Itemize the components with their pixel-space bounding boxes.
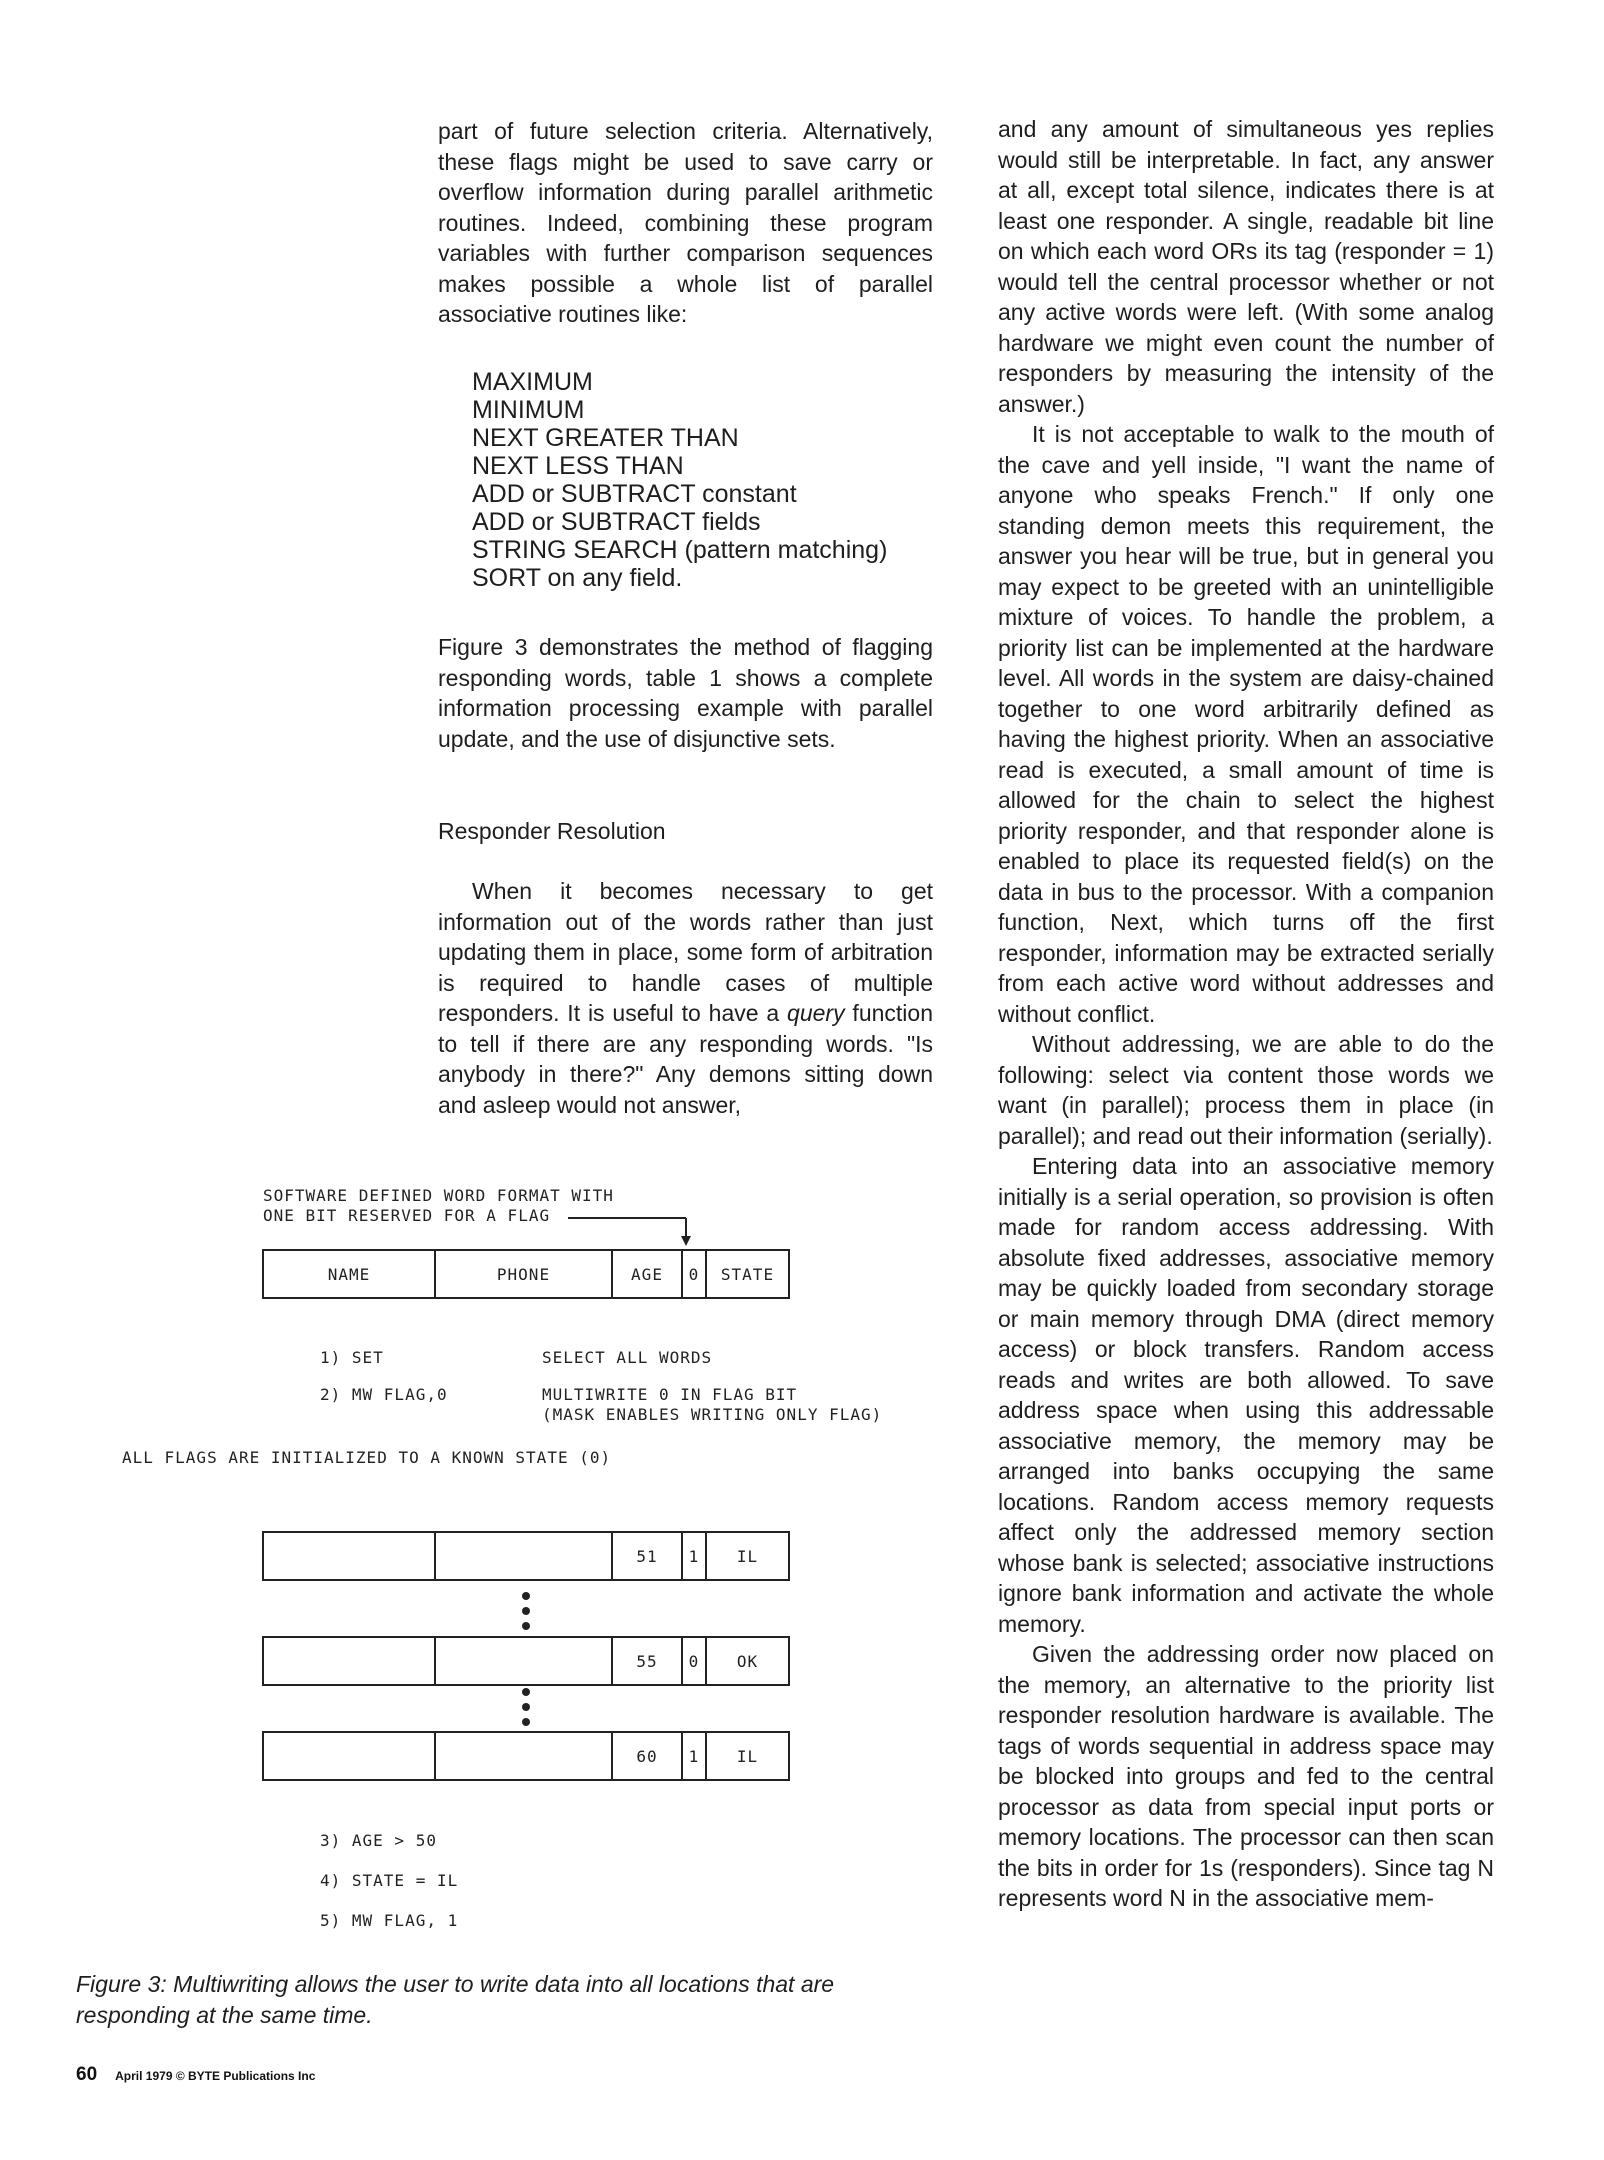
right-column xyxy=(998,114,1494,1914)
intro-paragraph xyxy=(438,116,933,330)
memory-word-row xyxy=(262,1531,790,1581)
step2-command: 2) MW FLAG,0 xyxy=(320,1385,448,1404)
right-paragraph: Given the addressing order now placed on the memory, an alternative to the priority list responder resolution hardware is available. The tags of words sequential in address space may be blocked into groups and fed to the central processor as data from special input ports or memory locations. The processor can then scan the bits in order for 1s (responders). Since tag N represents word N in the associative mem- xyxy=(998,1641,1494,1911)
section-heading: Responder Resolution xyxy=(438,818,666,844)
field-age: AGE xyxy=(613,1251,683,1297)
empty-cell xyxy=(264,1638,436,1684)
routine-item: STRING SEARCH (pattern matching) xyxy=(472,536,888,564)
step5: 5) MW FLAG, 1 xyxy=(320,1911,459,1930)
page-number: 60 xyxy=(76,2064,98,2085)
publication-line: April 1979 © BYTE Publications Inc xyxy=(115,2069,316,2083)
responder-paragraph xyxy=(438,876,933,1120)
flag-pointer-arrow xyxy=(560,1210,700,1250)
figure-caption: Figure 3: Multiwriting allows the user to write data into all locations that are responding at the same time. xyxy=(76,1971,835,2028)
flag-value: 1 xyxy=(683,1533,707,1579)
init-note: ALL FLAGS ARE INITIALIZED TO A KNOWN STATE (0) xyxy=(122,1448,612,1467)
format-label-line1: SOFTWARE DEFINED WORD FORMAT WITH xyxy=(263,1186,614,1205)
memory-word-row xyxy=(262,1731,790,1781)
routine-item: NEXT GREATER THAN xyxy=(472,424,739,452)
field-phone: PHONE xyxy=(436,1251,613,1297)
format-label-line2: ONE BIT RESERVED FOR A FLAG xyxy=(263,1206,551,1225)
empty-cell xyxy=(436,1638,613,1684)
step1-command: 1) SET xyxy=(320,1348,384,1367)
step2-description-2: (MASK ENABLES WRITING ONLY FLAG) xyxy=(542,1405,883,1424)
step3: 3) AGE > 50 xyxy=(320,1831,437,1850)
flag-value: 1 xyxy=(683,1733,707,1779)
routine-item: NEXT LESS THAN xyxy=(472,452,684,480)
responder-text-b: function to tell if there are any responding words. "Is anybody in there?" Any demons sitting down and asleep would not answer, xyxy=(438,1000,933,1118)
word-format-box xyxy=(262,1249,790,1299)
routine-list xyxy=(472,368,932,592)
state-value: IL xyxy=(736,1746,759,1766)
step2-description-1: MULTIWRITE 0 IN FLAG BIT xyxy=(542,1385,798,1404)
right-paragraph: It is not acceptable to walk to the mouth of the cave and yell inside, "I want the name of anyone who speaks French." If only one standing demon meets this requirement, the answer you hear will be true, but in general you may expect to be greeted with an unintelligible mixture of voices. To handle the problem, a priority list can be implemented at the hardware level. All words in the system are daisy-chained together to one word arbitrarily defined as having the highest priority. When an associative read is executed, a small amount of time is allowed for the chain to select the highest priority responder, and that responder alone is enabled to place its requested field(s) on the data in bus to the processor. With a companion function, Next, which turns off the first responder, information may be extracted serially from each active word without addresses and without conflict. xyxy=(998,421,1494,1027)
right-paragraph: Entering data into an associative memory initially is a serial operation, so provision is often made for random access addressing. With absolute fixed addresses, associative memory may be quickly loaded from secondary storage or main memory through DMA (direct memory access) or block transfers. Random access reads and writes are both allowed. To save address space when using this addressable associative memory, the memory may be arranged into banks occupying the same locations. Random access memory requests affect only the addressed memory section whose bank is selected; associative instructions ignore bank information and activate the whole memory. xyxy=(998,1153,1494,1637)
age-value: 60 xyxy=(613,1733,683,1779)
routine-item: ADD or SUBTRACT constant xyxy=(472,480,797,508)
routine-item: SORT on any field. xyxy=(472,564,683,592)
state-value: IL xyxy=(736,1546,759,1566)
routine-item: MAXIMUM xyxy=(472,368,593,396)
right-paragraph: and any amount of simultaneous yes replies would still be interpretable. In fact, any answer at all, except total silence, indicates there is at least one responder. A single, readable bit line on which each word ORs its tag (responder = 1) would tell the central processor whether or not any active words were left. (With some analog hardware we might even count the number of responders by measuring the intensity of the answer.) xyxy=(998,116,1494,417)
page-footer xyxy=(76,2064,315,2086)
field-state: STATE xyxy=(720,1264,775,1284)
query-term: query xyxy=(787,1000,845,1026)
step4: 4) STATE = IL xyxy=(320,1871,459,1890)
routine-item: ADD or SUBTRACT fields xyxy=(472,508,761,536)
empty-cell xyxy=(436,1533,613,1579)
empty-cell xyxy=(436,1733,613,1779)
age-value: 51 xyxy=(613,1533,683,1579)
routine-item: MINIMUM xyxy=(472,396,585,424)
state-value: OK xyxy=(736,1651,759,1671)
memory-word-row xyxy=(262,1636,790,1686)
flag-value: 0 xyxy=(683,1638,707,1684)
age-value: 55 xyxy=(613,1638,683,1684)
figure-reference-paragraph: Figure 3 demonstrates the method of flagging responding words, table 1 shows a complete information processing example with parallel update, and the use of disjunctive sets. xyxy=(438,634,933,752)
field-name: NAME xyxy=(264,1251,436,1297)
empty-cell xyxy=(264,1733,436,1779)
field-flag: 0 xyxy=(683,1251,707,1297)
step1-description: SELECT ALL WORDS xyxy=(542,1348,713,1367)
right-paragraph: Without addressing, we are able to do the following: select via content those words we want (in parallel); process them in place (in parallel); and read out their information (serially). xyxy=(998,1031,1494,1149)
empty-cell xyxy=(264,1533,436,1579)
responder-text-a: When it becomes necessary to get information out of the words rather than just updating them in place, some form of arbitration is required to handle cases of multiple responders. It is useful to have a xyxy=(438,878,933,1026)
intro-text: part of future selection criteria. Alternatively, these flags might be used to save carry or overflow information during parallel arithmetic routines. Indeed, combining these program variables with further comparison sequences makes possible a whole list of parallel associative routines like: xyxy=(438,118,933,327)
